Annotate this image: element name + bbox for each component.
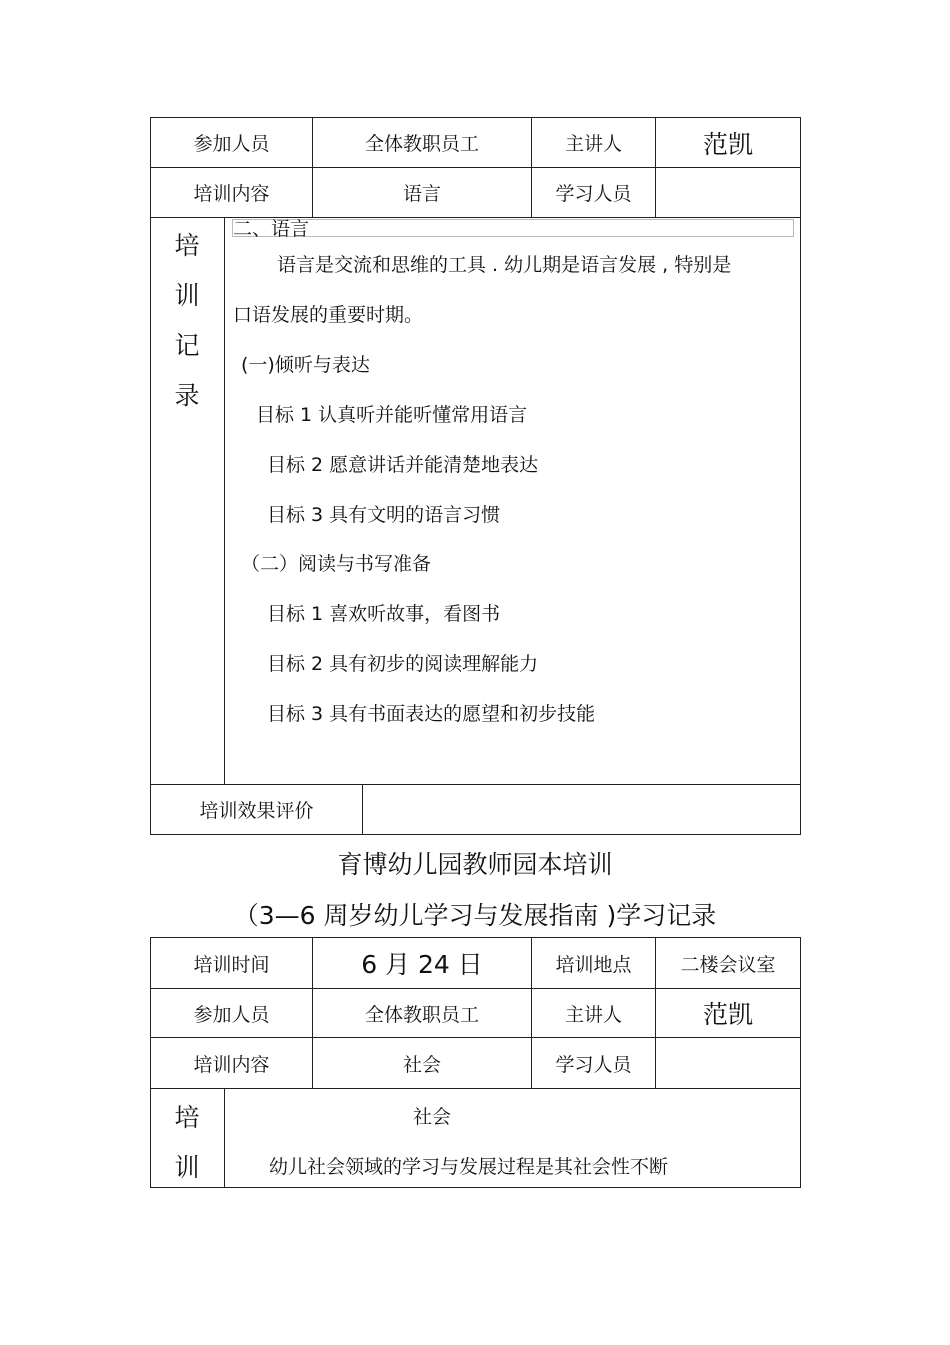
learners-label: 学习人员 (555, 183, 632, 205)
table-border (800, 937, 801, 1188)
record-paragraph-line: 口语发展的重要时期。 (233, 304, 424, 326)
record-paragraph-line: 语言是交流和思维的工具 . 幼儿期是语言发展 , 特别是 (277, 254, 732, 276)
record-paragraph-line: 幼儿社会领域的学习与发展过程是其社会性不断 (269, 1156, 669, 1178)
heading-box (232, 219, 794, 237)
table-border (224, 217, 225, 784)
speaker-label: 主讲人 (564, 1003, 622, 1026)
goal-item: 目标 3 具有文明的语言习惯 (267, 504, 501, 526)
goal-item: 目标 1 喜欢听故事，看图书 (267, 603, 501, 625)
participants-label: 参加人员 (193, 133, 270, 155)
table-border (800, 117, 801, 835)
content-label: 培训内容 (193, 1053, 270, 1076)
speaker-label: 主讲人 (564, 133, 622, 155)
content-value: 语言 (402, 183, 441, 205)
content-label: 培训内容 (193, 183, 270, 205)
record-heading: 社会 (413, 1106, 452, 1128)
time-label: 培训时间 (193, 953, 270, 976)
record-label-char: 培 (174, 231, 200, 260)
participants-label: 参加人员 (193, 1003, 270, 1026)
speaker-value: 范凯 (702, 1000, 753, 1029)
evaluation-value (363, 785, 800, 834)
document-subtitle: （3—6 周岁幼儿学习与发展指南 )学习记录 (233, 901, 717, 930)
table-border (224, 1088, 225, 1187)
table-border (150, 834, 801, 835)
table-border (150, 117, 151, 835)
location-label: 培训地点 (555, 953, 632, 976)
record-label-char: 记 (174, 331, 200, 360)
record-label-char: 录 (174, 381, 200, 410)
record-label-char: 训 (174, 1153, 200, 1182)
participants-value: 全体教职员工 (364, 133, 479, 155)
participants-value: 全体教职员工 (364, 1003, 479, 1026)
goal-item: 目标 2 具有初步的阅读理解能力 (267, 653, 539, 675)
learners-value (656, 1038, 800, 1088)
learners-value (656, 168, 800, 217)
goal-item: 目标 2 愿意讲话并能清楚地表达 (267, 454, 539, 476)
goal-item: 目标 1 认真听并能听懂常用语言 (256, 404, 528, 426)
record-label-char: 培 (174, 1103, 200, 1132)
record-label-char: 训 (174, 281, 200, 310)
location-value: 二楼会议室 (680, 953, 776, 976)
speaker-value: 范凯 (702, 129, 753, 159)
document-title: 育博幼儿园教师园本培训 (337, 850, 613, 879)
goal-item: 目标 3 具有书面表达的愿望和初步技能 (267, 703, 596, 725)
section-heading: （二）阅读与书写准备 (241, 553, 432, 575)
time-value: 6 月 24 日 (361, 950, 483, 979)
table-border (150, 1187, 801, 1188)
content-value: 社会 (402, 1053, 441, 1076)
record-heading: 二、语言 (233, 218, 310, 240)
evaluation-label: 培训效果评价 (199, 800, 314, 822)
learners-label: 学习人员 (555, 1053, 632, 1076)
section-heading: (一)倾听与表达 (241, 354, 370, 376)
table-border (150, 1088, 801, 1089)
